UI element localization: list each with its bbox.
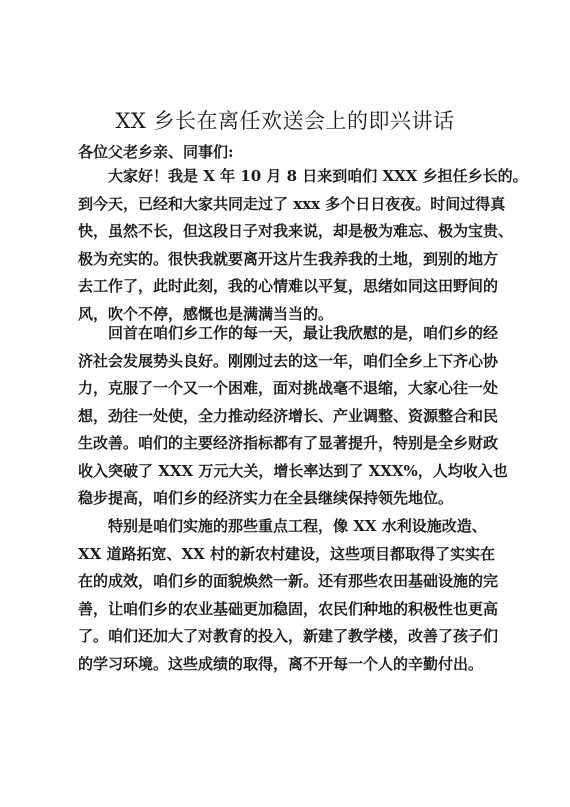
paragraph-line: 极为充实的。很快我就要离开这片生我养我的土地，到别的地方 [78,249,499,268]
paragraph-line: 风，吹个不停，感慨也是满满当当的。 [78,304,334,323]
paragraph-line: 了。咱们还加大了对教育的投入，新建了教学楼，改善了孩子们 [78,627,499,645]
paragraph-line: 稳步提高，咱们乡的经济实力在全县继续保持领先地位。 [78,489,454,507]
paragraph-line: 济社会发展势头良好。刚刚过去的这一年，咱们全乡上下齐心协 [78,351,499,370]
paragraph-line: 特别是咱们实施的那些重点工程，像 XX 水利设施改造、 [78,517,487,535]
paragraph-line: 到今天，已经和大家共同走过了 xxx 多个日日夜夜。时间过得真 [78,194,506,213]
paragraph-line: 想，劲往一处使，全力推动经济增长、产业调整、资源整合和民 [78,406,499,425]
paragraph-line: 力，克服了一个又一个困难，面对挑战毫不退缩，大家心往一处 [78,379,499,397]
paragraph-line: 在的成效，咱们乡的面貌焕然一新。还有那些农田基础设施的完 [78,572,499,590]
paragraph-3 [78,513,498,678]
paragraph-1 [78,163,528,328]
paragraph-line: 的学习环境。这些成绩的取得，离不开每一个人的辛勤付出。 [78,654,484,673]
paragraph-line: XX 道路拓宽、XX 村的新农村建设，这些项目都取得了实实在 [78,544,495,563]
paragraph-line: 大家好！我是 X 年 10 月 8 日来到咱们 XXX 乡担任乡长的。 [78,167,528,185]
paragraph-line: 快，虽然不长，但这段日子对我来说，却是极为难忘、极为宝贵、 [78,222,514,240]
salutation: 各位父老乡亲、同事们: [78,143,234,161]
paragraph-line: 收入突破了 XXX 万元大关，增长率达到了 XXX%，人均收入也 [78,461,508,480]
paragraph-line: 去工作了，此时此刻，我的心情难以平复，思绪如同这田野间的 [78,277,499,295]
document-title: XX 乡长在离任欢送会上的即兴讲话 [115,109,455,133]
paragraph-2 [78,320,508,513]
paragraph-line: 生改善。咱们的主要经济指标都有了显著提升，特别是全乡财政 [78,434,499,452]
paragraph-line: 善，让咱们乡的农业基础更加稳固，农民们种地的积极性也更高 [78,599,499,618]
paragraph-line: 回首在咱们乡工作的每一天，最让我欣慰的是，咱们乡的经 [78,324,499,342]
